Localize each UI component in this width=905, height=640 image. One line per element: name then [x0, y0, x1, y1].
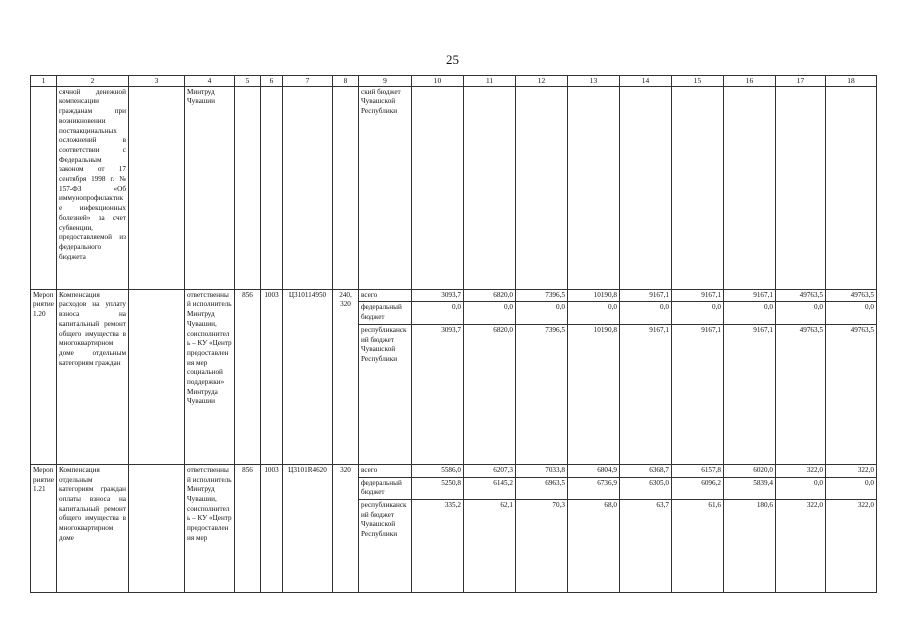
header-row [31, 76, 877, 87]
cell-description: Компенсация отдельным категориям граждан оплаты взноса на капитальный ремонт общего имущества в многоквартирном доме [57, 464, 129, 592]
cell-amount: 6804,9 [568, 464, 620, 477]
cell-col3 [129, 464, 185, 592]
cell-amount: 6368,7 [620, 464, 672, 477]
column-header: 3 [129, 76, 185, 87]
cell-amount: 62,1 [464, 499, 516, 592]
cell-code-section: 1003 [261, 464, 283, 592]
cell-amount: 70,3 [516, 499, 568, 592]
cell-amount: 6145,2 [464, 477, 516, 499]
cell-amount: 49763,5 [776, 324, 826, 464]
table-row [31, 86, 877, 289]
cell-amount: 6157,8 [672, 464, 724, 477]
cell-amount: 10190,8 [568, 289, 620, 302]
cell-amount: 335,2 [412, 499, 464, 592]
column-header: 14 [620, 76, 672, 87]
cell-col7 [283, 86, 333, 289]
table-row [31, 464, 877, 477]
column-header: 16 [724, 76, 776, 87]
program-table [30, 75, 877, 593]
column-header: 1 [31, 76, 57, 87]
column-header: 5 [235, 76, 261, 87]
cell-code-grbs: 856 [235, 464, 261, 592]
cell-amount: 322,0 [776, 464, 826, 477]
cell-col6 [261, 86, 283, 289]
cell-amount: 0,0 [776, 477, 826, 499]
cell-amount: 0,0 [724, 302, 776, 324]
column-header: 9 [359, 76, 412, 87]
cell-executor: ответственный исполнитель Минтруд Чувашии, соисполнитель – КУ «Центр предоставления мер [185, 464, 235, 592]
cell-funding-source: федеральный бюджет [359, 302, 412, 324]
column-header: 18 [826, 76, 877, 87]
column-header: 17 [776, 76, 826, 87]
cell-measure-name: Мероприятие 1.21 [31, 464, 57, 592]
cell-col1 [31, 86, 57, 289]
cell-funding-source: республиканский бюджет Чувашской Республики [359, 324, 412, 464]
cell-amount: 0,0 [672, 302, 724, 324]
cell-amount: 68,0 [568, 499, 620, 592]
cell-amount: 6820,0 [464, 324, 516, 464]
cell-amount: 0,0 [826, 477, 877, 499]
cell-amount: 9167,1 [724, 289, 776, 302]
column-header: 8 [333, 76, 359, 87]
cell-amount: 9167,1 [672, 289, 724, 302]
page-number: 25 [446, 52, 459, 67]
cell-amount: 63,7 [620, 499, 672, 592]
column-header: 4 [185, 76, 235, 87]
cell-code-target: Ц3101R4620 [283, 464, 333, 592]
cell-amount: 61,6 [672, 499, 724, 592]
cell-code-type: 240, 320 [333, 289, 359, 464]
cell-amount: 9167,1 [724, 324, 776, 464]
cell-amount: 49763,5 [826, 324, 877, 464]
cell-amount: 322,0 [826, 499, 877, 592]
cell-col3 [129, 86, 185, 289]
column-header: 13 [568, 76, 620, 87]
cell-amount: 6096,2 [672, 477, 724, 499]
cell-description: сячной денежной компенсации гражданам при возникновении поствакцинальных осложнений в соответствии с Федеральным законом от 17 сентября 1998 г. № 157-ФЗ «Об иммунопрофилактике инфекционных болезней» за счет субвенции, предоставляемой из федерального бюджета [57, 86, 129, 289]
table-row [31, 289, 877, 302]
cell-funding-source: всего [359, 289, 412, 302]
cell-amount: 0,0 [516, 302, 568, 324]
cell-amount: 5839,4 [724, 477, 776, 499]
cell-amount: 10190,8 [568, 324, 620, 464]
cell-amount: 5586,0 [412, 464, 464, 477]
cell-amount: 6820,0 [464, 289, 516, 302]
cell-amount: 0,0 [620, 302, 672, 324]
cell-code-grbs: 856 [235, 289, 261, 464]
cell-amount: 322,0 [776, 499, 826, 592]
column-header: 11 [464, 76, 516, 87]
cell-amount: 6305,0 [620, 477, 672, 499]
cell-col5 [235, 86, 261, 289]
cell-amount: 9167,1 [620, 289, 672, 302]
cell-col3 [129, 289, 185, 464]
cell-amount: 7396,5 [516, 324, 568, 464]
cell-code-section: 1003 [261, 289, 283, 464]
cell-amount: 6207,3 [464, 464, 516, 477]
cell-code-target: Ц310114950 [283, 289, 333, 464]
cell-amount: 9167,1 [620, 324, 672, 464]
column-header: 15 [672, 76, 724, 87]
cell-amount: 3093,7 [412, 289, 464, 302]
cell-executor: ответственный исполнитель Минтруд Чувашии, соисполнитель – КУ «Центр предоставления мер социальной поддержки» Минтруда Чувашии [185, 289, 235, 464]
cell-amount: 7033,8 [516, 464, 568, 477]
cell-amount: 0,0 [412, 302, 464, 324]
cell-funding-source: всего [359, 464, 412, 477]
cell-amount: 0,0 [826, 302, 877, 324]
cell-amount: 5250,8 [412, 477, 464, 499]
cell-source: ский бюджет Чувашской Республики [359, 86, 412, 289]
cell-amount: 0,0 [776, 302, 826, 324]
cell-amount: 180,6 [724, 499, 776, 592]
column-header: 12 [516, 76, 568, 87]
cell-code-type: 320 [333, 464, 359, 592]
cell-amount: 0,0 [464, 302, 516, 324]
cell-funding-source: республиканский бюджет Чувашской Республики [359, 499, 412, 592]
cell-amount: 6020,0 [724, 464, 776, 477]
column-header: 2 [57, 76, 129, 87]
cell-amount: 6963,5 [516, 477, 568, 499]
cell-amount: 3093,7 [412, 324, 464, 464]
cell-amount: 9167,1 [672, 324, 724, 464]
cell-amount: 7396,5 [516, 289, 568, 302]
column-header: 10 [412, 76, 464, 87]
cell-measure-name: Мероприятие 1.20 [31, 289, 57, 464]
cell-description: Компенсация расходов на уплату взноса на капитальный ремонт общего имущества в многоквартирном доме отдельным категориям граждан [57, 289, 129, 464]
cell-executor: Минтруд Чувашии [185, 86, 235, 289]
cell-amount: 49763,5 [776, 289, 826, 302]
cell-amount: 0,0 [568, 302, 620, 324]
cell-amount: 49763,5 [826, 289, 877, 302]
cell-funding-source: федеральный бюджет [359, 477, 412, 499]
cell-col8 [333, 86, 359, 289]
cell-amount: 322,0 [826, 464, 877, 477]
column-header: 6 [261, 76, 283, 87]
column-header: 7 [283, 76, 333, 87]
cell-amount: 6736,9 [568, 477, 620, 499]
